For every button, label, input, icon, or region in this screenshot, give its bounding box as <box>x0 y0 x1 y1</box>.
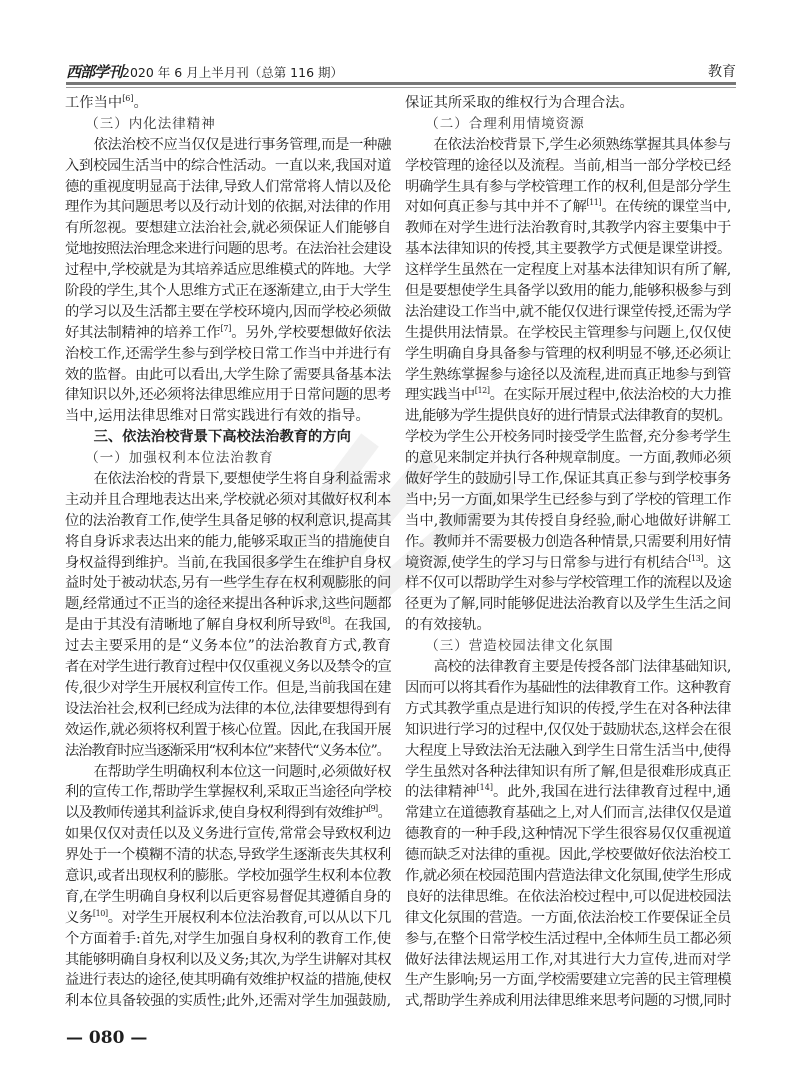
text-line: 益进行表达的途径,使其明确有效维护权益的措施,使权 <box>65 972 391 989</box>
text-line: 位的法治教育工作,使学生具备足够的权利意识,提高其 <box>65 512 391 529</box>
text-line: 身权益得到维护。当前,在我国很多学生在维护自身权 <box>65 554 391 571</box>
text-line: 题,经常通过不正当的途径来提出各种诉求,这些问题都 <box>65 596 391 613</box>
text-line: 在帮助学生明确权利本位这一问题时,必须做好权 <box>93 763 391 780</box>
text-line: 入到校园生活当中的综合性活动。一直以来,我国对道 <box>65 157 391 174</box>
text-line: 界处于一个模糊不清的状态,导致学生逐渐丧失其权利 <box>65 847 391 864</box>
line-text: 。在实际开展过程中,依法治校的大力推 <box>489 387 732 404</box>
text-line: 的学习以及生活都主要在学校环境内,因而学校必须做 <box>65 303 391 320</box>
subsection-heading: （三）内化法律精神 <box>85 115 216 132</box>
line-text: 以及教师传递其利益诉求,使自身权利得到有效维护 <box>65 805 369 822</box>
line-text: 好其法制精神的培养工作 <box>65 324 221 341</box>
text-line: 设法治社会,权利已经成为法律的本位,法律要想得到有 <box>65 700 391 717</box>
text-line: 主动并且合理地表达出来,学校就必须对其做好权利本 <box>65 491 391 508</box>
text-line: 做好学生的鼓励引导工作,保证其真正参与到学校事务 <box>405 471 731 488</box>
text-line: 法治教育时应当逐渐采用“权利本位”来替代“义务本位”。 <box>65 742 390 759</box>
page-number: — 080 — <box>66 1028 148 1048</box>
text-line: 学生熟练掌握参与途径以及流程,进而真正地参与到管 <box>405 366 731 383</box>
paragraph <box>65 762 391 1013</box>
text-line: 律文化氛围的营造。一方面,依法治校工作要保证全员 <box>405 909 731 926</box>
text-line: 作,就必须在校园范围内营造法律文化氛围,使学生形成 <box>405 867 731 884</box>
text-line: 但是要想使学生具备学以致用的能力,能够积极参与到 <box>405 283 731 300</box>
text-line: 学校管理的途径以及流程。当前,相当一部分学校已经 <box>405 157 731 174</box>
text-line: 知识进行学习的过程中,仅仅处于鼓励状态,这样会在很 <box>405 721 731 738</box>
text-line <box>65 615 391 636</box>
text-line: 学校为学生公开校务同时接受学生监督,充分参考学生 <box>405 429 731 446</box>
citation-ref: [14] <box>476 783 493 793</box>
text-line: 在依法治校背景下,学生必须熟练掌握其具体参与 <box>433 136 731 153</box>
text-line: 效运作,就必须将权利置于核心位置。因此,在我国开展 <box>65 721 391 738</box>
text-line: 其能够明确自身权利以及义务;其次,为学生讲解对其权 <box>65 951 391 968</box>
right-column <box>405 93 731 1012</box>
issue-info: 2020 年 6 月上半月刊（总第 116 期） <box>122 65 344 80</box>
text-line: 当中;另一方面,如果学生已经参与到了学校的管理工作 <box>405 491 731 508</box>
citation-ref: [12] <box>474 386 490 396</box>
citation-ref: [9] <box>368 804 378 814</box>
text-line <box>405 385 731 406</box>
line-text: 。在传统的课堂当中, <box>601 199 731 216</box>
line-text: 。这 <box>703 554 731 571</box>
text-line: 德教育的一种手段,这种情况下学生很容易仅仅重视道 <box>405 826 731 843</box>
left-column <box>65 93 391 1012</box>
text-line: 依法治校不应当仅仅是进行事务管理,而是一种融 <box>93 136 391 153</box>
text-line: 个方面着手:首先,对学生加强自身权利的教育工作,使 <box>65 930 391 947</box>
section-label: 教育 <box>708 64 736 80</box>
text-line: 在依法治校的背景下,要想使学生将自身利益需求 <box>93 471 391 488</box>
text-line <box>65 908 391 929</box>
page-header <box>66 61 736 81</box>
text-line <box>405 553 731 574</box>
text-line: 德而缺乏对法律的重视。因此,学校要做好依法治校工 <box>405 847 731 864</box>
journal-logo: 西部学刊 <box>66 63 123 81</box>
text-line: 学生虽然对各种法律知识有所了解,但是很难形成真正 <box>405 763 731 780</box>
text-line: 意识,或者出现权利的膨胀。学校加强学生权利本位教 <box>65 867 391 884</box>
paragraph <box>65 93 391 114</box>
citation-ref: [13] <box>688 553 704 563</box>
text-line: 如果仅仅对责任以及义务进行宣传,常常会导致权利边 <box>65 826 391 843</box>
line-text: 境资源,使学生的学习与日常参与进行有机结合 <box>405 554 689 571</box>
text-line: 将自身诉求表达出来的能力,能够采取正当的措施使自 <box>65 533 391 550</box>
text-line: 生产生影响;另一方面,学校需要建立完善的民主管理模 <box>405 972 731 989</box>
line-text: 义务 <box>65 909 93 926</box>
text-line: 有所忽视。要想建立法治社会,就必须保证人们能够自 <box>65 220 391 237</box>
text-line: 阶段的学生,其个人思维方式正在逐渐建立,由于大学生 <box>65 283 391 300</box>
text-line: 明确学生具有参与学校管理工作的权利,但是部分学生 <box>405 178 731 195</box>
text-line: 径更为了解,同时能够促进法治教育以及学生生活之间 <box>405 596 731 613</box>
text-line: 做好法律法规运用工作,对其进行大力宣传,进而对学 <box>405 951 731 968</box>
text-line: 德的重视度明显高于法律,导致人们常常将人情以及伦 <box>65 178 391 195</box>
section-heading: 三、依法治校背景下高校法治教育的方向 <box>93 429 351 446</box>
text-line: 进,能够为学生提供良好的进行情景式法律教育的契机。 <box>405 408 731 425</box>
paragraph <box>65 135 391 427</box>
citation-ref: [6] <box>122 94 134 103</box>
text-line <box>65 323 391 344</box>
text-line: 利的宣传工作,帮助学生掌握权利,采取正当途径向学校 <box>65 784 391 801</box>
text-line: 的意见来制定并执行各种规章制度。一方面,教师必须 <box>405 450 731 467</box>
text-line: 因而可以将其看作为基础性的法律教育工作。这种教育 <box>405 679 731 696</box>
text-line: 利本位具备较强的实质性;此外,还需对学生加强鼓励, <box>65 993 391 1010</box>
paragraph <box>65 469 391 761</box>
line-text: 是由于其没有清晰地了解自身权利所导致 <box>65 617 320 634</box>
header-rule-thin <box>66 87 736 88</box>
text-line: 理作为其问题思考以及行动计划的依据,对法律的作用 <box>65 199 391 216</box>
text-line <box>65 93 391 114</box>
text-line: 当中,教师需要为其传授自身经验,耐心地做好讲解工 <box>405 512 731 529</box>
text-line <box>405 197 731 218</box>
text-line: 方式其教学重点是进行知识的传授,学生在对各种法律 <box>405 700 731 717</box>
citation-ref: [10] <box>92 908 108 918</box>
line-text: 理实践当中 <box>405 387 475 404</box>
text-line: 法治建设工作当中,就不能仅仅进行课堂传授,还需为学 <box>405 303 731 320</box>
line-text: 。在我国, <box>330 617 391 634</box>
citation-ref: [11] <box>586 198 602 208</box>
text-line: 这样学生虽然在一定程度上对基本法律知识有所了解, <box>405 262 731 279</box>
text-line: 大程度上导致法治无法融入到学生日常生活当中,使得 <box>405 742 731 759</box>
text-line: 过程中,学校就是为其培养适应思维模式的阵地。大学 <box>65 262 391 279</box>
text-line: 育,在学生明确自身权利以后更容易督促其遵循自身的 <box>65 888 391 905</box>
citation-ref: [7] <box>220 323 232 333</box>
subsection-heading: （二）合理利用情境资源 <box>425 115 585 132</box>
text-line: 基本法律知识的传授,其主要教学方式便是课堂讲授。 <box>405 241 731 258</box>
paragraph <box>405 135 731 636</box>
text-line <box>405 782 731 803</box>
text-line: 益时处于被动状态,另有一些学生存在权利观膨胀的问 <box>65 575 391 592</box>
paragraph <box>405 93 731 114</box>
line-text: 。 <box>133 95 148 111</box>
subsection-heading: （一）加强权利本位法治教育 <box>85 450 274 467</box>
text-line: 教师在对学生进行法治教育时,其教学内容主要集中于 <box>405 220 731 237</box>
line-text: 。此外,我国在进行法律教育过程中,通 <box>492 784 732 801</box>
text-line: 良好的法律思维。在依法治校过程中,可以促进校园法 <box>405 888 731 905</box>
line-text: 工作当中 <box>65 95 123 111</box>
text-line: 高校的法律教育主要是传授各部门法律基础知识, <box>433 659 731 676</box>
text-line: 保证其所采取的维权行为合理合法。 <box>405 95 634 111</box>
text-line: 律知识以外,还必须将法律思维应用于日常问题的思考 <box>65 387 391 404</box>
text-line: 学生明确自身具备参与管理的权利明显不够,还必须让 <box>405 345 731 362</box>
text-line: 的有效接轨。 <box>405 617 491 634</box>
text-line: 传,很少对学生开展权利宣传工作。但是,当前我国在建 <box>65 679 391 696</box>
text-line: 生提供用法情景。在学校民主管理参与问题上,仅仅使 <box>405 324 731 341</box>
line-text: 。 <box>377 805 392 822</box>
text-line: 过去主要采用的是“义务本位”的法治教育方式,教育 <box>65 638 391 655</box>
line-text: 。另外,学校要想做好依法 <box>231 324 391 341</box>
text-line: 当中,运用法律思维对日常实践进行有效的指导。 <box>65 408 370 425</box>
text-line: 治校工作,还需学生参与到学校日常工作当中并进行有 <box>65 345 391 362</box>
text-line: 作。教师并不需要极力创造各种情景,只需要利用好情 <box>405 533 731 550</box>
text-line <box>65 803 391 824</box>
line-text: 的法律精神 <box>405 784 477 801</box>
text-line: 式,帮助学生养成利用法律思维来思考问题的习惯,同时 <box>405 993 731 1010</box>
text-line: 参与,在整个日常学校生活过程中,全体师生员工都必须 <box>405 930 731 947</box>
paragraph <box>405 657 731 1012</box>
text-line: 效的监督。由此可以看出,大学生除了需要具备基本法 <box>65 366 391 383</box>
text-line: 样不仅可以帮助学生对参与学校管理工作的流程以及途 <box>405 575 731 592</box>
header-rule <box>66 82 736 85</box>
line-text: 对如何真正参与其中并不了解 <box>405 199 587 216</box>
text-line: 者在对学生进行教育过程中仅仅重视义务以及禁令的宣 <box>65 659 391 676</box>
line-text: 。对学生开展权利本位法治教育,可以从以下几 <box>107 909 391 926</box>
text-line: 常建立在道德教育基础之上,对人们而言,法律仅仅是道 <box>405 805 731 822</box>
text-line: 觉地按照法治理念来进行问题的思考。在法治社会建设 <box>65 241 391 258</box>
citation-ref: [8] <box>319 616 331 626</box>
subsection-heading: （三）营造校园法律文化氛围 <box>425 638 614 655</box>
